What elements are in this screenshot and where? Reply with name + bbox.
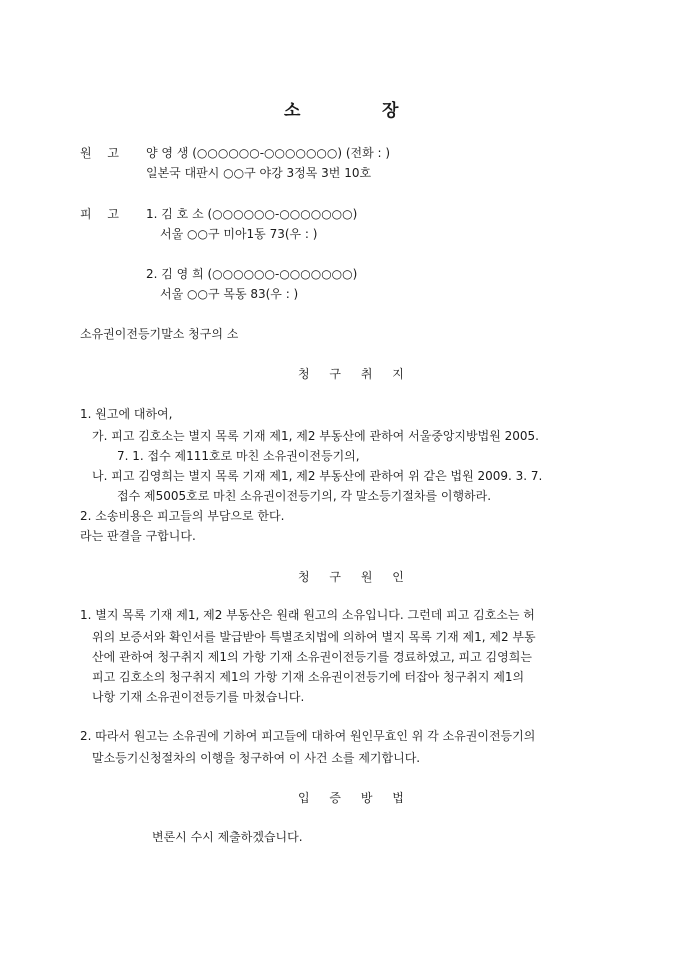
claim-cause-heading: 청 구 원 인 — [298, 570, 412, 584]
claim-purpose-line-1: 1. 원고에 대하여, — [80, 407, 173, 421]
case-name: 소유권이전등기말소 청구의 소 — [80, 327, 239, 341]
claim-purpose-line-7: 라는 판결을 구합니다. — [80, 529, 196, 543]
claim-purpose-heading: 청 구 취 지 — [298, 367, 412, 381]
plaintiff-address: 일본국 대판시 ○○구 야강 3정목 3번 10호 — [146, 166, 372, 180]
claim-cause-p1-line-4: 피고 김호소의 청구취지 제1의 가항 기재 소유권이전등기에 터잡아 청구취지 제1의 — [92, 670, 525, 684]
defendant-1-name-line: 1. 김 호 소 (○○○○○○-○○○○○○○) — [146, 207, 358, 221]
title-char-so: 소 — [284, 101, 301, 121]
claim-purpose-line-3: 7. 1. 접수 제111호로 마친 소유권이전등기의, — [117, 449, 360, 463]
title-char-jang: 장 — [382, 101, 399, 121]
claim-purpose-line-2: 가. 피고 김호소는 별지 목록 기재 제1, 제2 부동산에 관하여 서울중앙지방법원 2005. — [92, 429, 539, 443]
claim-purpose-line-5: 접수 제5005호로 마친 소유권이전등기의, 각 말소등기절차를 이행하라. — [117, 489, 492, 503]
plaintiff-name-line: 양 영 생 (○○○○○○-○○○○○○○) (전화 : ) — [146, 146, 391, 160]
claim-purpose-line-6: 2. 소송비용은 피고들의 부담으로 한다. — [80, 509, 285, 523]
claim-cause-p1-line-5: 나항 기재 소유권이전등기를 마쳤습니다. — [92, 690, 305, 704]
defendant-2-address: 서울 ○○구 목동 83(우 : ) — [160, 287, 299, 301]
defendant-2-name-line: 2. 김 영 희 (○○○○○○-○○○○○○○) — [146, 267, 358, 281]
claim-cause-p1-line-1: 1. 별지 목록 기재 제1, 제2 부동산은 원래 원고의 소유입니다. 그런데 피고 김호소는 허 — [80, 608, 535, 622]
evidence-text: 변론시 수시 제출하겠습니다. — [152, 830, 303, 844]
claim-cause-p1-line-3: 산에 관하여 청구취지 제1의 가항 기재 소유권이전등기를 경료하였고, 피고 김영희는 — [92, 650, 532, 664]
claim-purpose-line-4: 나. 피고 김영희는 별지 목록 기재 제1, 제2 부동산에 관하여 위 같은 법원 2009. 3. 7. — [92, 469, 543, 483]
evidence-heading: 입 증 방 법 — [298, 791, 412, 805]
plaintiff-label: 원 고 — [80, 146, 125, 160]
defendant-label: 피 고 — [80, 207, 125, 221]
defendant-1-address: 서울 ○○구 미아1동 73(우 : ) — [160, 227, 318, 241]
claim-cause-p2-line-2: 말소등기신청절차의 이행을 청구하여 이 사건 소를 제기합니다. — [92, 751, 421, 765]
claim-cause-p1-line-2: 위의 보증서와 확인서를 발급받아 특별조치법에 의하여 별지 목록 기재 제1, 제2 부동 — [92, 630, 536, 644]
claim-cause-p2-line-1: 2. 따라서 원고는 소유권에 기하여 피고들에 대하여 원인무효인 위 각 소유권이전등기의 — [80, 729, 536, 743]
